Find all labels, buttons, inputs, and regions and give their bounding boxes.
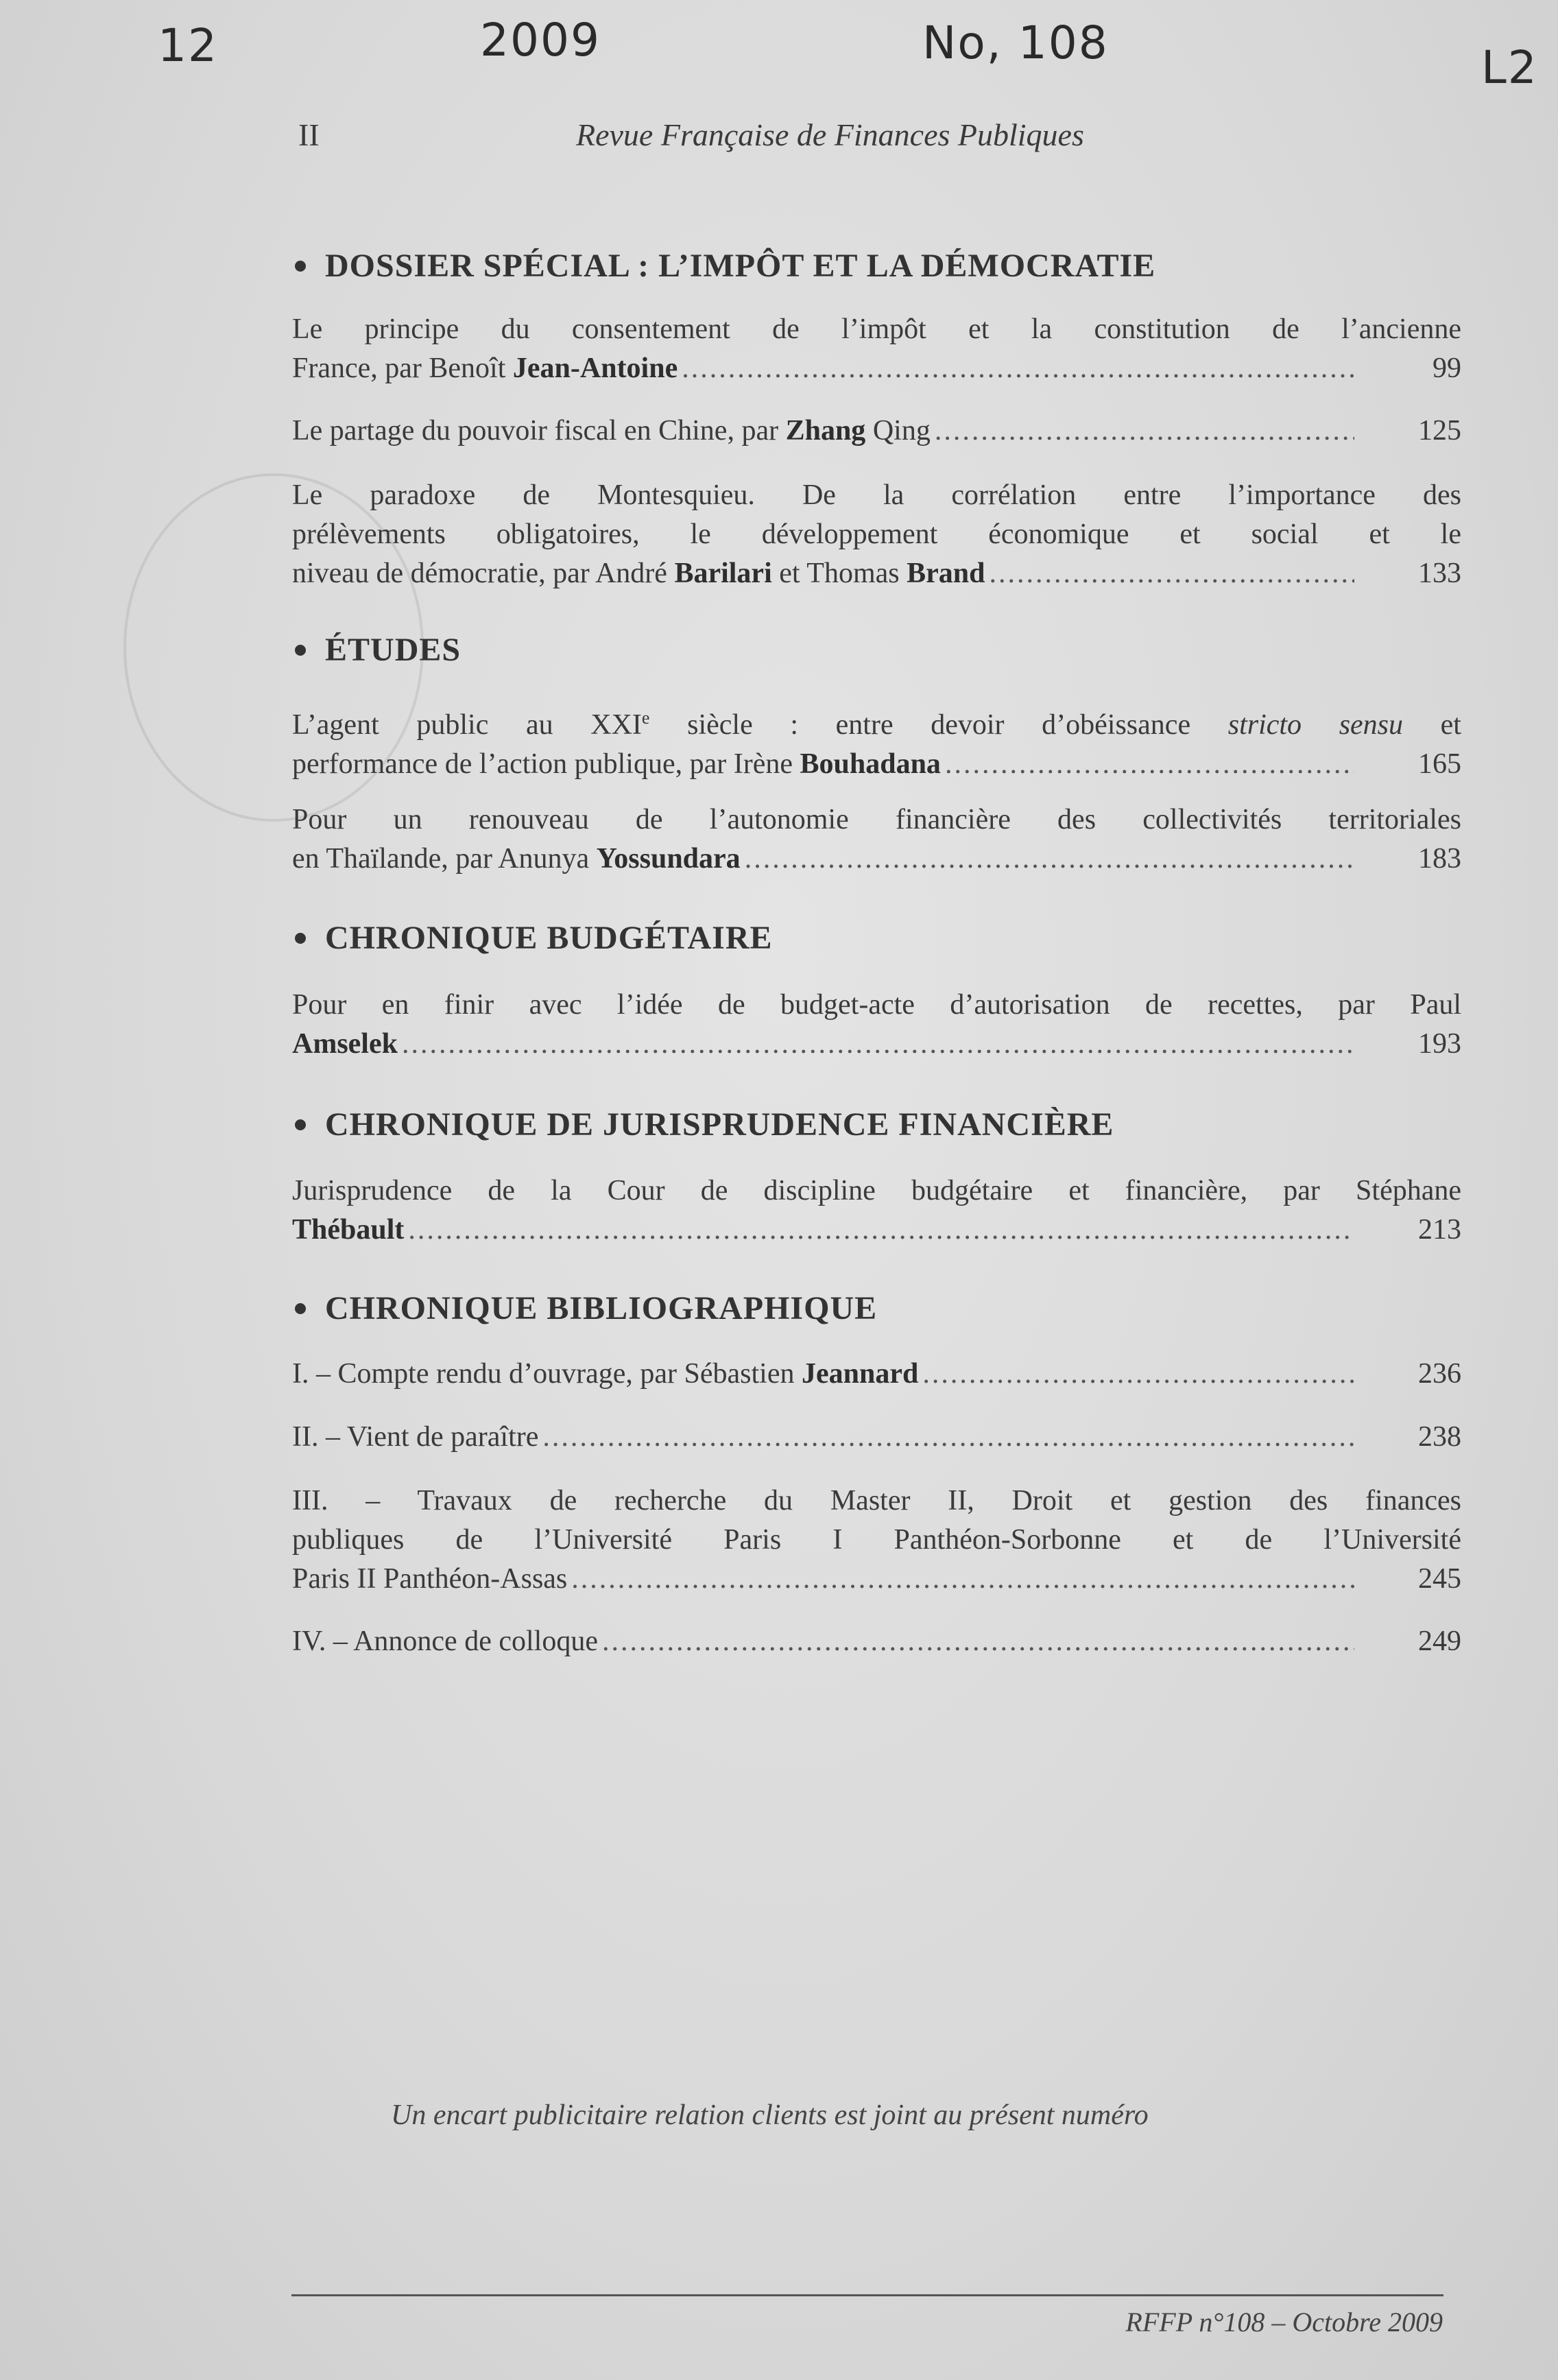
page-number: II	[298, 117, 320, 152]
handwritten-year: 2009	[480, 14, 601, 67]
toc-entry: IV. – Annonce de colloque ..... 249	[292, 1622, 1461, 1661]
page-ref: 236	[1418, 1358, 1461, 1390]
toc-entry: Pour un renouveau de l’autonomie financière des collectivités territoriales en Thaïlande, par Anunya Yossundara ..... 183	[292, 800, 1461, 879]
page-ref: 249	[1418, 1626, 1461, 1657]
page-ref: 99	[1433, 353, 1461, 384]
page-ref: 193	[1418, 1028, 1461, 1060]
bullet-icon	[295, 261, 306, 272]
bullet-icon	[295, 1303, 306, 1314]
handwritten-issue: No, 108	[922, 16, 1109, 69]
section-heading: CHRONIQUE BUDGÉTAIRE	[295, 919, 773, 957]
bullet-icon	[295, 645, 306, 656]
journal-title: Revue Française de Finances Publiques	[576, 117, 1084, 152]
handwritten-number: 12	[158, 19, 218, 72]
page-ref: 245	[1418, 1563, 1461, 1595]
toc-entry: II. – Vient de paraître ..... 238	[292, 1418, 1461, 1457]
toc-entry: I. – Compte rendu d’ouvrage, par Sébastien Jeannard ..... 236	[292, 1355, 1461, 1394]
page-ref: 213	[1418, 1214, 1461, 1246]
section-heading: DOSSIER SPÉCIAL : L’IMPÔT ET LA DÉMOCRATIE	[295, 247, 1155, 285]
toc-entry: Le paradoxe de Montesquieu. De la corrélation entre l’importance des prélèvements obligatoires, le développement économique et social et le niveau de démocratie, par André Barilari et Thomas Brand ..... 133	[292, 476, 1461, 593]
toc-entry: Le partage du pouvoir fiscal en Chine, par Zhang Qing ..... 125	[292, 412, 1461, 451]
toc-entry: Pour en finir avec l’idée de budget-acte d’autorisation de recettes, par Paul Amselek ..... 193	[292, 986, 1461, 1064]
section-heading: CHRONIQUE BIBLIOGRAPHIQUE	[295, 1289, 877, 1327]
toc-entry: Jurisprudence de la Cour de discipline budgétaire et financière, par Stéphane Thébault ..... 213	[292, 1171, 1461, 1250]
footer-rule	[291, 2294, 1443, 2296]
footer-issue: RFFP n°108 – Octobre 2009	[1125, 2307, 1443, 2337]
toc-entry: Le principe du consentement de l’impôt et la constitution de l’ancienne France, par Benoît Jean-Antoine ..... 99	[292, 310, 1461, 388]
bullet-icon	[295, 1119, 306, 1130]
insert-notice: Un encart publicitaire relation clients est joint au présent numéro	[391, 2099, 1149, 2131]
section-heading: ÉTUDES	[295, 631, 461, 669]
toc-entry: III. – Travaux de recherche du Master II, Droit et gestion des finances publiques de l’Université Paris I Panthéon-Sorbonne et de l’Université Paris II Panthéon-Assas ..... 245	[292, 1481, 1461, 1599]
page-ref: 165	[1418, 748, 1461, 780]
toc-entry: L’agent public au XXIe siècle : entre devoir d’obéissance stricto sensu et performance de l’action publique, par Irène Bouhadana ..... 165	[292, 698, 1461, 784]
handwritten-corner: L2	[1481, 41, 1538, 94]
page-ref: 125	[1418, 415, 1461, 447]
section-heading: CHRONIQUE DE JURISPRUDENCE FINANCIÈRE	[295, 1106, 1114, 1143]
page-ref: 183	[1418, 843, 1461, 874]
bullet-icon	[295, 933, 306, 944]
page-ref: 133	[1418, 558, 1461, 589]
page-ref: 238	[1418, 1421, 1461, 1453]
